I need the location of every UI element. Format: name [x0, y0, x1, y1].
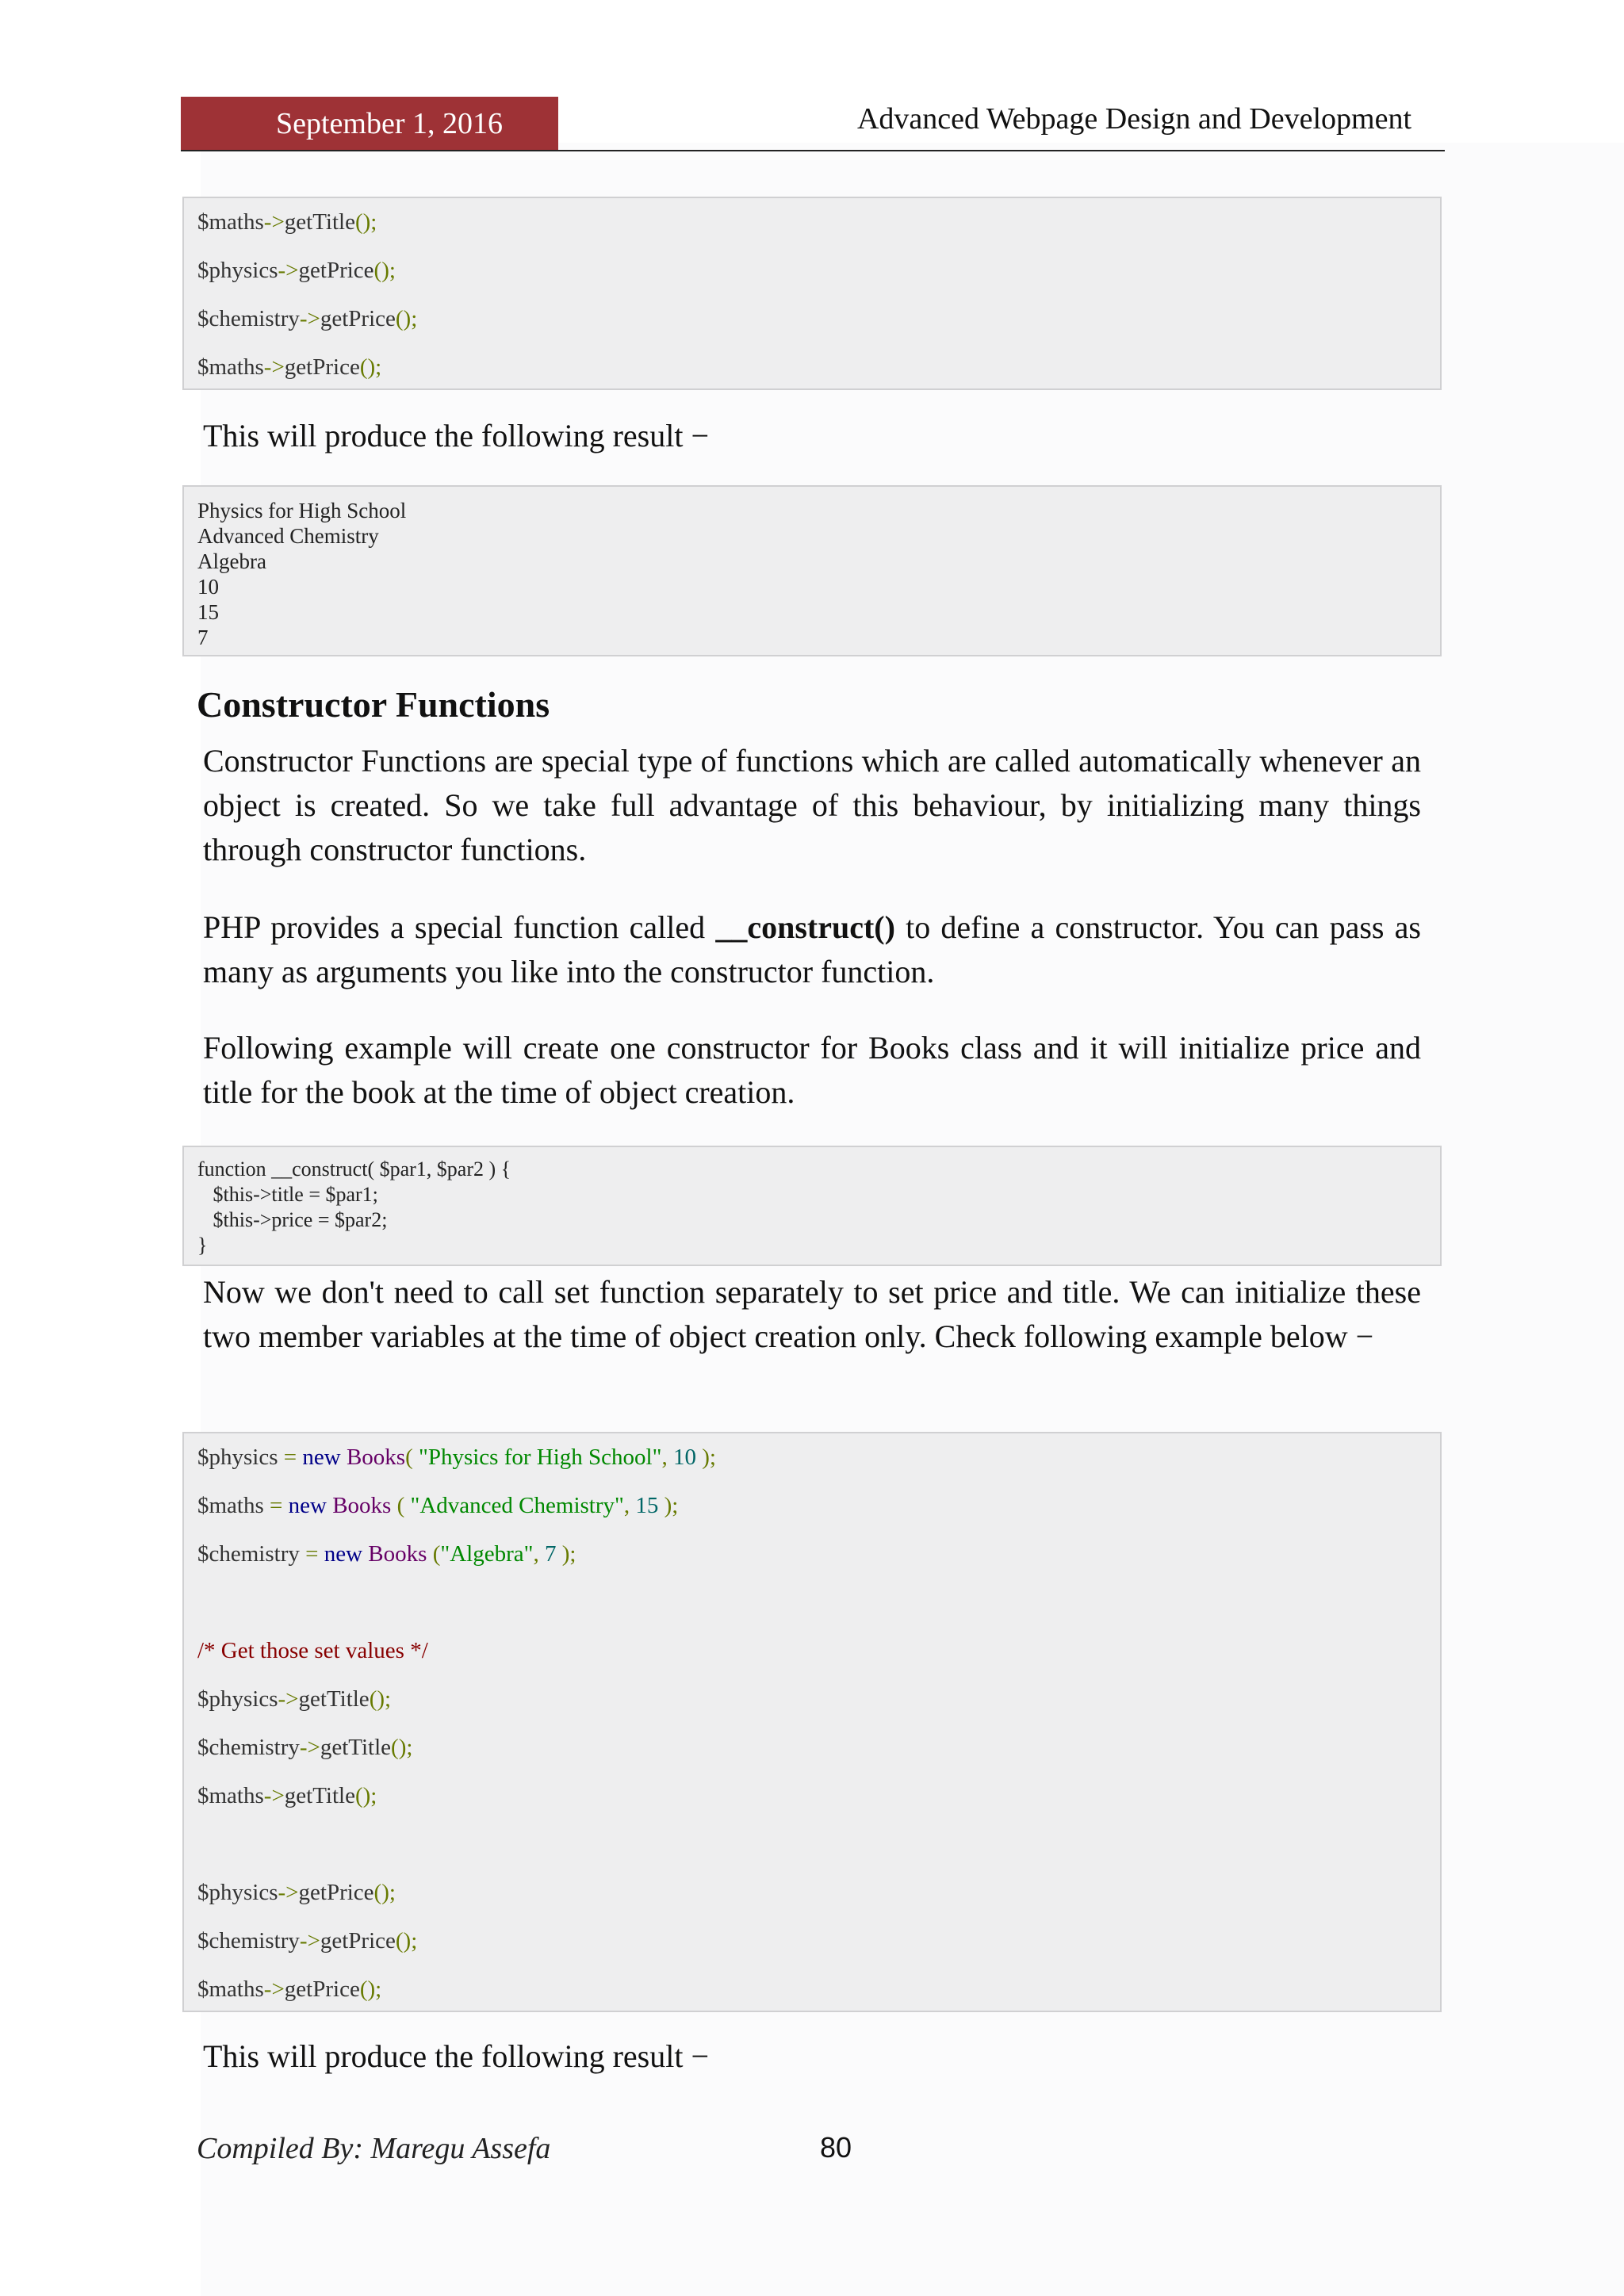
header-title: Advanced Webpage Design and Development	[856, 102, 1411, 136]
code-comment: /* Get those set values */	[197, 1638, 428, 1663]
code-line: $maths->getPrice();	[197, 354, 382, 380]
header-date: September 1, 2016	[181, 97, 558, 151]
code-line: $chemistry = new Books ("Algebra", 7 );	[197, 1541, 576, 1567]
code-line: $physics->getPrice();	[197, 258, 396, 283]
code-line: $chemistry->getTitle();	[197, 1735, 413, 1760]
page-number: 80	[820, 2131, 852, 2164]
result-intro: This will produce the following result −	[203, 418, 710, 453]
code-line: $chemistry->getPrice();	[197, 1928, 418, 1954]
constructor-code: function __construct( $par1, $par2 ) { $this->title = $par1; $this->price = $par2; }	[197, 1158, 511, 1257]
code-line: $chemistry->getPrice();	[197, 306, 418, 331]
paragraph: Following example will create one constructor for Books class and it will initialize price and title for the book at the time of object creation.	[203, 1030, 1421, 1110]
paragraph: Now we don't need to call set function separately to set price and title. We can initialize these two member variables at the time of object creation only. Check following example below −	[203, 1274, 1421, 1354]
code-block-getters	[182, 197, 1442, 390]
header-divider	[181, 150, 1445, 151]
code-block-constructor	[182, 1146, 1442, 1266]
construct-keyword: __construct()	[715, 909, 895, 945]
code-line: $physics->getPrice();	[197, 1880, 396, 1905]
section-heading: Constructor Functions	[197, 684, 550, 725]
code-block-example	[182, 1432, 1442, 2012]
output-block	[182, 485, 1442, 656]
result-intro: This will produce the following result −	[203, 2038, 710, 2074]
code-line: $physics->getTitle();	[197, 1686, 392, 1712]
code-line: $physics = new Books( "Physics for High School", 10 );	[197, 1445, 716, 1470]
code-line: $maths = new Books ( "Advanced Chemistry", 15 );	[197, 1493, 679, 1518]
code-line: $maths->getTitle();	[197, 209, 377, 235]
paragraph: Constructor Functions are special type of functions which are called automatically whenever an object is created. So we take full advantage of this behaviour, by initializing many things through constructor functions.	[203, 743, 1421, 867]
output-text: Physics for High School Advanced Chemistry Algebra 10 15 7	[197, 499, 407, 649]
code-line: $maths->getPrice();	[197, 1976, 382, 2002]
code-line: $maths->getTitle();	[197, 1783, 377, 1808]
paragraph: PHP provides a special function called __construct() to define a constructor. You can pass as many as arguments you like into the constructor function.	[203, 909, 1421, 989]
footer-author: Compiled By: Maregu Assefa	[197, 2132, 551, 2165]
